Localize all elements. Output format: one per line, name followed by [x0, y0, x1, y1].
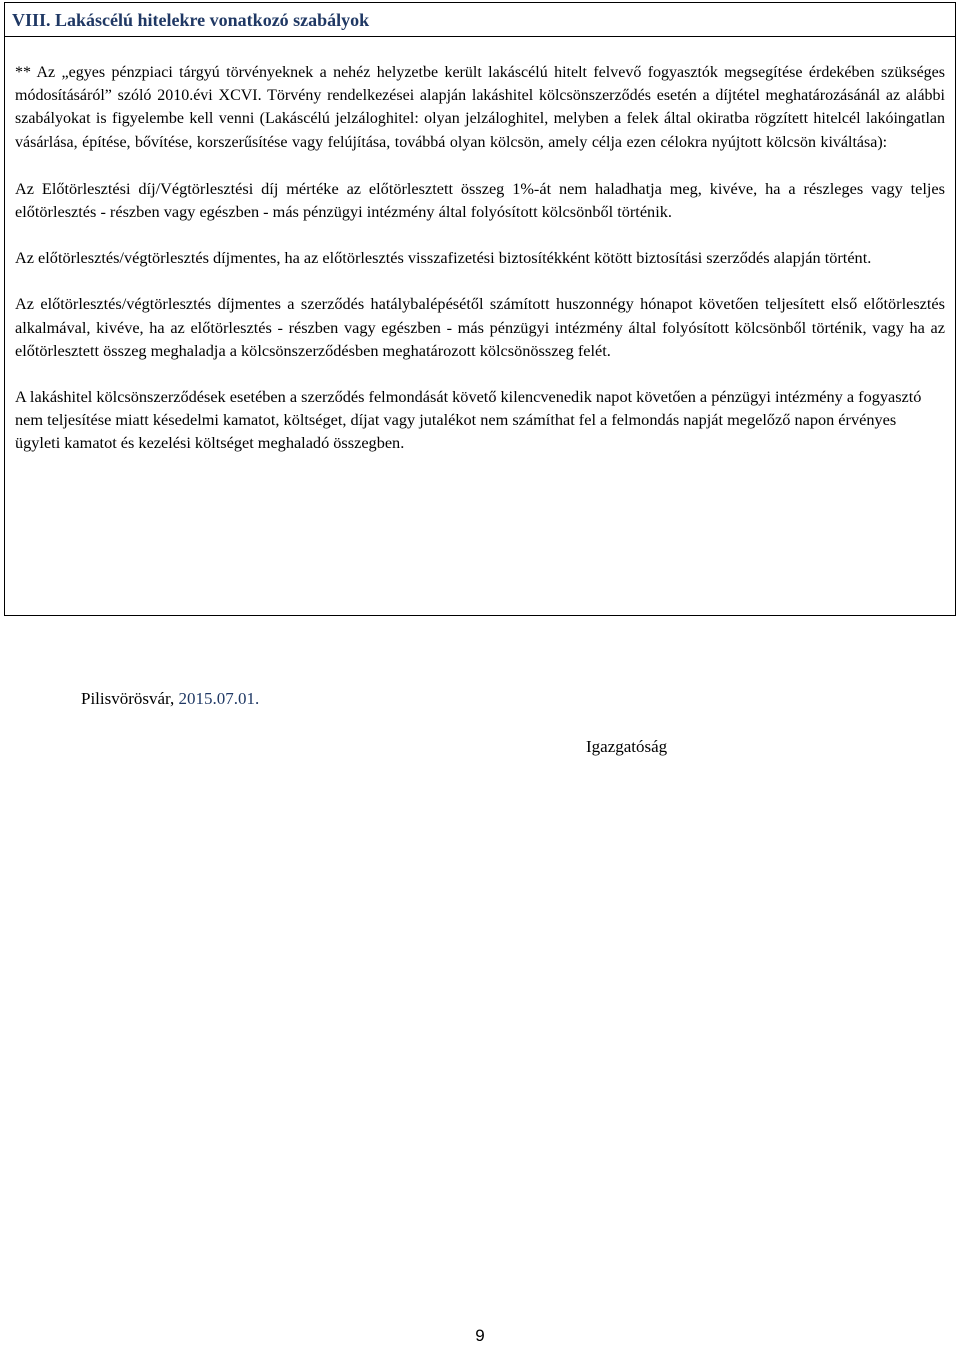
signature-place: Pilisvörösvár,: [81, 689, 179, 708]
signature-place-date: [81, 688, 259, 710]
paragraph-24-month-exemption: Az előtörlesztés/végtörlesztés díjmentes a szerződés hatálybalépésétől számított huszonnégy hónapot követően teljesített első előtörlesztés alkalmával, kivéve, ha az előtörlesztés - részben vagy egészben - más pénzügyi intézmény által folyósított kölcsönből történik, vagy ha az előtörlesztett összeg meghaladja a kölcsönszerződésben meghatározott kölcsönösszeg felét.: [15, 294, 945, 360]
page-number: 9: [475, 1326, 485, 1345]
section-title: VIII. Lakáscélú hitelekre vonatkozó szabályok: [12, 10, 370, 30]
signature-date: 2015.07.01.: [178, 689, 260, 708]
paragraph-insurance-exemption: Az előtörlesztés/végtörlesztés díjmentes, ha az előtörlesztés visszafizetési biztosítékként kötött biztosítási szerződés alapján történt.: [15, 248, 872, 268]
paragraph-prepayment-fee-limit: Az Előtörlesztési díj/Végtörlesztési díj mértéke az előtörlesztett összeg 1%-át nem haladhatja meg, kivéve, ha a részleges vagy teljes előtörlesztés - részben vagy egészben - más pénzügyi intézmény által folyósított kölcsönből történik.: [15, 178, 945, 222]
paragraph-termination-interest: A lakáshitel kölcsönszerződések esetében a szerződés felmondását követő kilencvenedik napot követően a pénzügyi intézmény a fogyasztó nem teljesítése miatt késedelmi kamatot, költséget, díjat vagy jutalékot nem számíthat fel a felmondás napját megelőző napon érvényes ügyleti kamatot és kezelési költséget meghaladó összegben.: [15, 387, 922, 453]
section-body: [5, 37, 955, 455]
signature-organization: Igazgatóság: [586, 737, 668, 756]
section-header: [5, 3, 955, 37]
section-box: [4, 2, 956, 616]
paragraph-legal-basis: ** Az „egyes pénzpiaci tárgyú törvényeknek a nehéz helyzetbe került lakáscélú hitelt felvevő fogyasztók megsegítése érdekében szükséges módosításáról” szóló 2010.évi XCVI. Törvény rendelkezései alapján lakáshitel kölcsönszerződés esetén a díjtétel meghatározásánál az alábbi szabályokat is figyelembe kell venni (Lakáscélú jelzáloghitel: olyan jelzáloghitel, melyben a felek által okiratba rögzített hitelcél lakóingatlan vásárlása, építése, bővítése, korszerűsítése vagy felújítása, továbbá olyan kölcsön, amely célja ezen célokra nyújtott kölcsön kiváltása):: [15, 64, 945, 151]
